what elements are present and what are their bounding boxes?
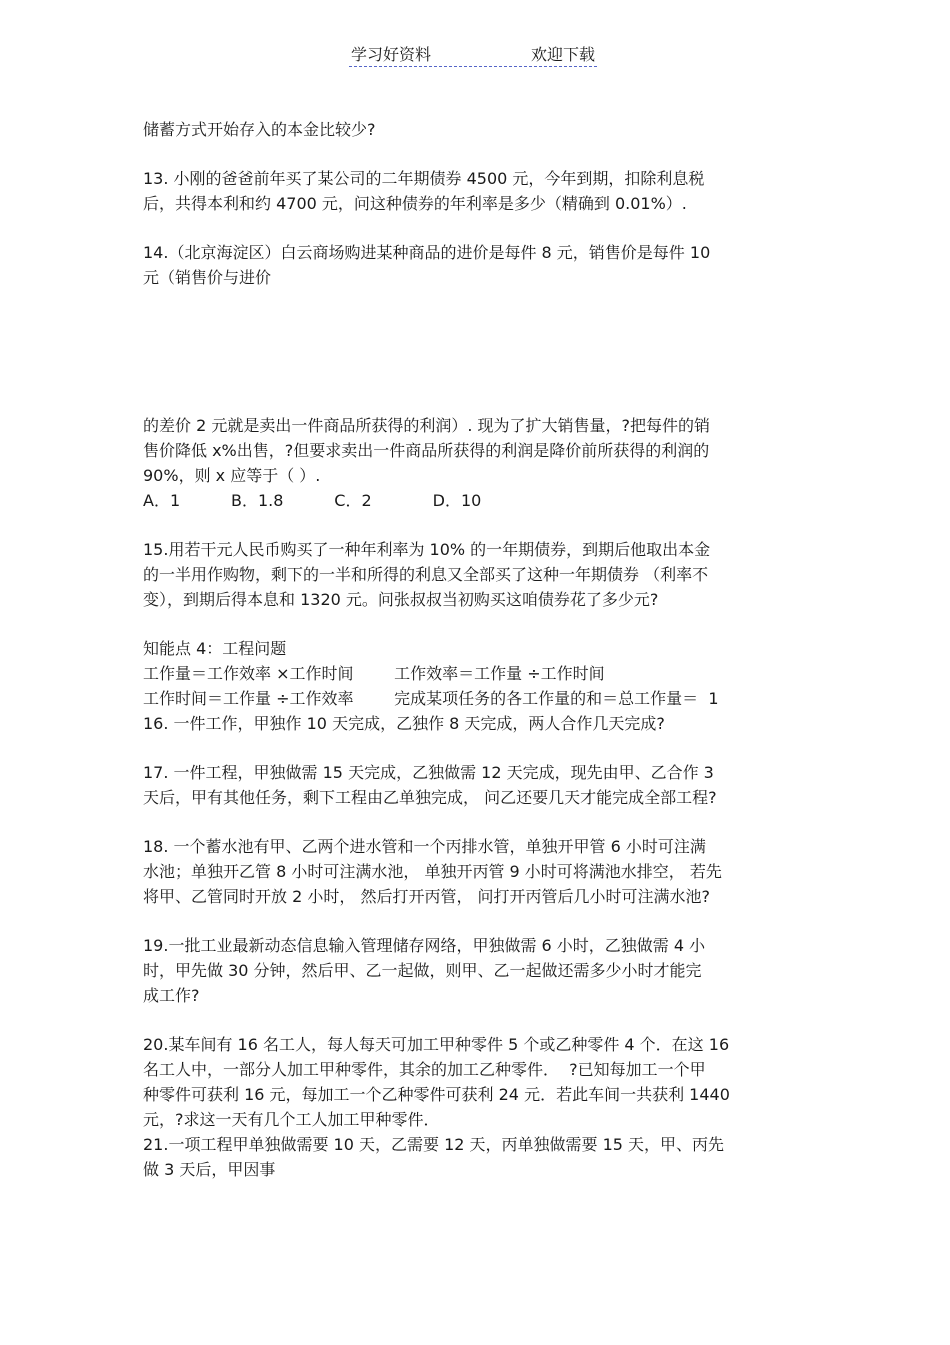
text-line: 19.一批工业最新动态信息输入管理储存网络，甲独做需 6 小时，乙独做需 4 小 <box>143 936 706 955</box>
page-header <box>349 42 597 67</box>
text-line: 的一半用作购物，剩下的一半和所得的利息又全部买了这种一年期债券 （利率不 <box>143 565 709 584</box>
paragraph-gap <box>143 513 815 537</box>
page-break-gap <box>143 290 815 413</box>
text-line: 水池；单独开乙管 8 小时可注满水池， 单独开丙管 9 小时可将满池水排空， 若先 <box>143 862 722 881</box>
paragraph-gap <box>143 142 815 166</box>
paragraph-gap <box>143 216 815 240</box>
text-line: 16. 一件工作，甲独作 10 天完成，乙独作 8 天完成，两人合作几天完成? <box>143 714 665 733</box>
text-line: A．1 B．1.8 C．2 D．10 <box>143 491 482 510</box>
text-line: 成工作? <box>143 986 200 1005</box>
paragraph-gap <box>143 810 815 834</box>
text-line: 元，?求这一天有几个工人加工甲种零件． <box>143 1110 440 1129</box>
text-line: 21.一项工程甲单独做需要 10 天，乙需要 12 天，丙单独做需要 15 天，甲、丙先 <box>143 1135 725 1154</box>
header-right-text: 欢迎下载 <box>530 45 595 64</box>
paragraph-gap <box>143 612 815 636</box>
paragraph-gap <box>143 909 815 933</box>
paragraph-gap <box>143 1008 815 1032</box>
text-line: 工作量＝工作效率 ×工作时间 工作效率＝工作量 ÷工作时间 <box>143 664 605 683</box>
text-line: 20.某车间有 16 名工人，每人每天可加工甲种零件 5 个或乙种零件 4 个．在这 16 <box>143 1035 730 1054</box>
text-line: 将甲、乙管同时开放 2 小时， 然后打开丙管， 问打开丙管后几小时可注满水池? <box>143 887 711 906</box>
text-line: 的差价 2 元就是卖出一件商品所获得的利润）. 现为了扩大销售量，?把每件的销 <box>143 416 711 435</box>
text-line: 变），到期后得本息和 1320 元。问张叔叔当初购买这咱债券花了多少元? <box>143 590 659 609</box>
text-line: 14.（北京海淀区）白云商场购进某种商品的进价是每件 8 元，销售价是每件 10 <box>143 243 711 262</box>
text-line: 元（销售价与进价 <box>143 268 272 287</box>
text-line: 18. 一个蓄水池有甲、乙两个进水管和一个丙排水管，单独开甲管 6 小时可注满 <box>143 837 706 856</box>
document-body <box>143 117 815 1182</box>
text-line: 工作时间＝工作量 ÷工作效率 完成某项任务的各工作量的和＝总工作量＝ 1 <box>143 689 719 708</box>
text-line: 90%，则 x 应等于（ ）. <box>143 466 321 485</box>
text-line: 种零件可获利 16 元，每加工一个乙种零件可获利 24 元．若此车间一共获利 1440 <box>143 1085 730 1104</box>
text-line: 售价降低 x%出售，?但要求卖出一件商品所获得的利润是降价前所获得的利润的 <box>143 441 710 460</box>
text-line: 15.用若干元人民币购买了一种年利率为 10% 的一年期债券，到期后他取出本金 <box>143 540 711 559</box>
text-line: 储蓄方式开始存入的本金比较少? <box>143 120 376 139</box>
header-left-text: 学习好资料 <box>351 45 432 64</box>
text-line: 后，共得本利和约 4700 元，问这种债券的年利率是多少（精确到 0.01%）. <box>143 194 687 213</box>
text-line: 做 3 天后，甲因事 <box>143 1160 276 1179</box>
text-line: 13. 小刚的爸爸前年买了某公司的二年期债券 4500 元，今年到期，扣除利息税 <box>143 169 705 188</box>
text-line: 名工人中，一部分人加工甲种零件，其余的加工乙种零件． ?已知每加工一个甲 <box>143 1060 706 1079</box>
text-line: 天后，甲有其他任务，剩下工程由乙单独完成， 问乙还要几天才能完成全部工程? <box>143 788 717 807</box>
text-line: 17. 一件工程，甲独做需 15 天完成，乙独做需 12 天完成，现先由甲、乙合作 3 <box>143 763 714 782</box>
text-line: 知能点 4：工程问题 <box>143 639 287 658</box>
paragraph-gap <box>143 736 815 760</box>
text-line: 时，甲先做 30 分钟，然后甲、乙一起做，则甲、乙一起做还需多少小时才能完 <box>143 961 702 980</box>
